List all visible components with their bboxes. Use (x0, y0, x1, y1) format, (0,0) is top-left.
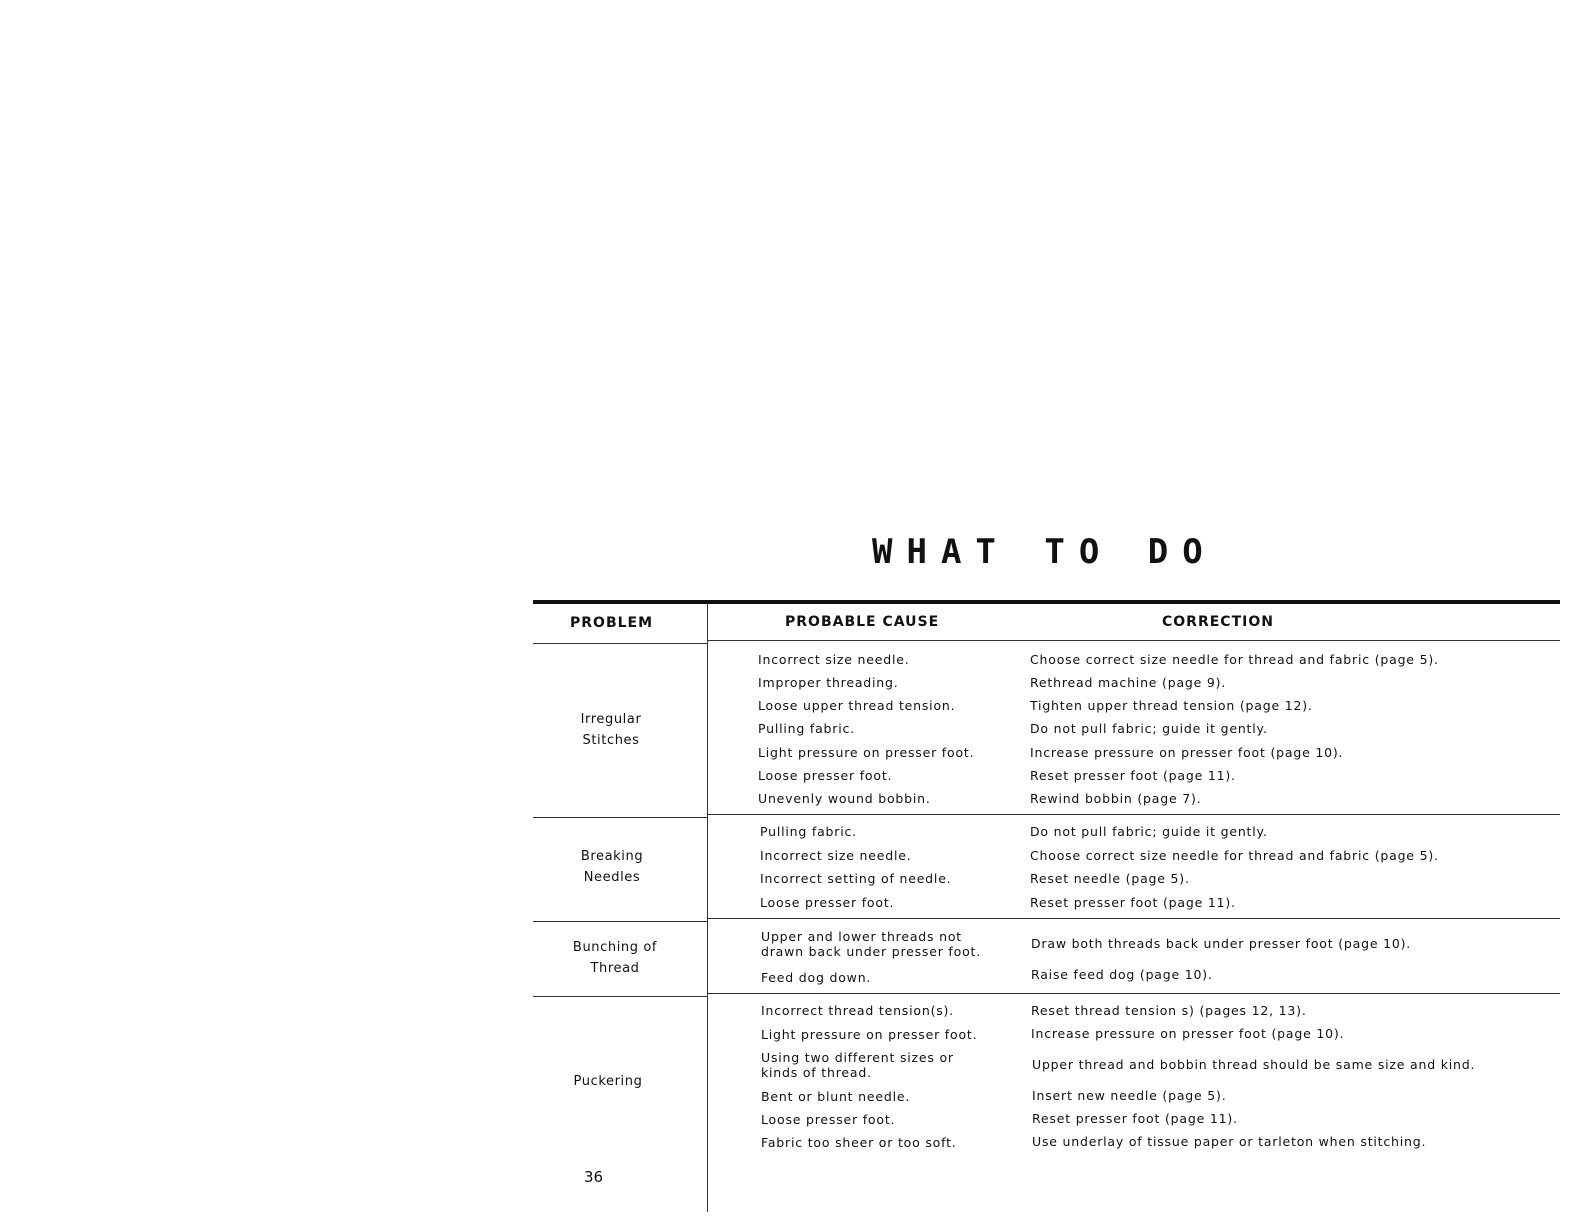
correction-cell: Reset presser foot (page 11). (1032, 1111, 1238, 1126)
problem-label: Bunching of Thread (572, 940, 658, 976)
correction-cell: Increase pressure on presser foot (page 10). (1030, 745, 1344, 760)
cause-cell: Loose presser foot. (758, 768, 893, 783)
cause-cell: Pulling fabric. (760, 824, 857, 839)
cause-cell: Pulling fabric. (758, 721, 855, 736)
cause-cell: Improper threading. (758, 675, 899, 690)
problem-label: Irregular Stitches (580, 712, 642, 748)
problem-bunching-of-thread (535, 937, 695, 979)
cause-cell: Unevenly wound bobbin. (758, 791, 931, 806)
cause-cell: Incorrect size needle. (758, 652, 910, 667)
cause-cell: Incorrect setting of needle. (760, 871, 952, 886)
page-number: 36 (584, 1168, 604, 1186)
header-probable-cause: PROBABLE CAUSE (785, 614, 940, 630)
header-rule-left (533, 643, 707, 644)
problem-breaking-needles (532, 846, 692, 888)
page-title: WHAT TO DO (872, 532, 1217, 572)
column-divider (707, 604, 708, 1212)
problem-label: Breaking Needles (580, 849, 644, 885)
correction-cell: Upper thread and bobbin thread should be same size and kind. (1032, 1057, 1476, 1072)
correction-cell: Choose correct size needle for thread and fabric (page 5). (1030, 848, 1439, 863)
cause-cell: Incorrect thread tension(s). (761, 1003, 955, 1018)
correction-cell: Reset presser foot (page 11). (1030, 768, 1236, 783)
cause-cell: Feed dog down. (761, 970, 872, 985)
correction-cell: Reset presser foot (page 11). (1030, 895, 1236, 910)
group-rule (533, 817, 707, 818)
correction-cell: Tighten upper thread tension (page 12). (1030, 698, 1313, 713)
correction-cell: Raise feed dog (page 10). (1031, 967, 1213, 982)
problem-label: Puckering (573, 1074, 643, 1089)
header-problem: PROBLEM (570, 615, 654, 631)
correction-cell: Do not pull fabric; guide it gently. (1030, 721, 1268, 736)
correction-cell: Rethread machine (page 9). (1030, 675, 1227, 690)
group-rule (533, 996, 707, 997)
cause-cell: Light pressure on presser foot. (761, 1027, 978, 1042)
cause-cell: Upper and lower threads not drawn back under presser foot. (761, 929, 982, 959)
correction-cell: Rewind bobbin (page 7). (1030, 791, 1202, 806)
correction-cell: Reset thread tension s) (pages 12, 13). (1031, 1003, 1307, 1018)
cause-cell: Light pressure on presser foot. (758, 745, 975, 760)
correction-cell: Draw both threads back under presser foot (page 10). (1031, 936, 1412, 951)
cause-cell: Using two different sizes or kinds of thread. (761, 1050, 954, 1080)
correction-cell: Insert new needle (page 5). (1032, 1088, 1227, 1103)
problem-irregular-stitches (531, 709, 691, 751)
cause-cell: Loose upper thread tension. (758, 698, 956, 713)
group-rule (533, 921, 707, 922)
header-correction: CORRECTION (1162, 614, 1274, 630)
cause-cell: Bent or blunt needle. (761, 1089, 911, 1104)
correction-cell: Do not pull fabric; guide it gently. (1030, 824, 1268, 839)
cause-cell: Loose presser foot. (761, 1112, 896, 1127)
problem-puckering (528, 1071, 688, 1092)
cause-cell: Fabric too sheer or too soft. (761, 1135, 957, 1150)
cause-cell: Loose presser foot. (760, 895, 895, 910)
table-top-rule (533, 600, 1560, 604)
group-rule (707, 918, 1560, 919)
group-rule (707, 814, 1560, 815)
header-rule-right (707, 640, 1560, 641)
correction-cell: Choose correct size needle for thread and fabric (page 5). (1030, 652, 1439, 667)
correction-cell: Increase pressure on presser foot (page 10). (1031, 1026, 1345, 1041)
group-rule (707, 993, 1560, 994)
correction-cell: Reset needle (page 5). (1030, 871, 1190, 886)
cause-cell: Incorrect size needle. (760, 848, 912, 863)
correction-cell: Use underlay of tissue paper or tarleton when stitching. (1032, 1134, 1427, 1149)
